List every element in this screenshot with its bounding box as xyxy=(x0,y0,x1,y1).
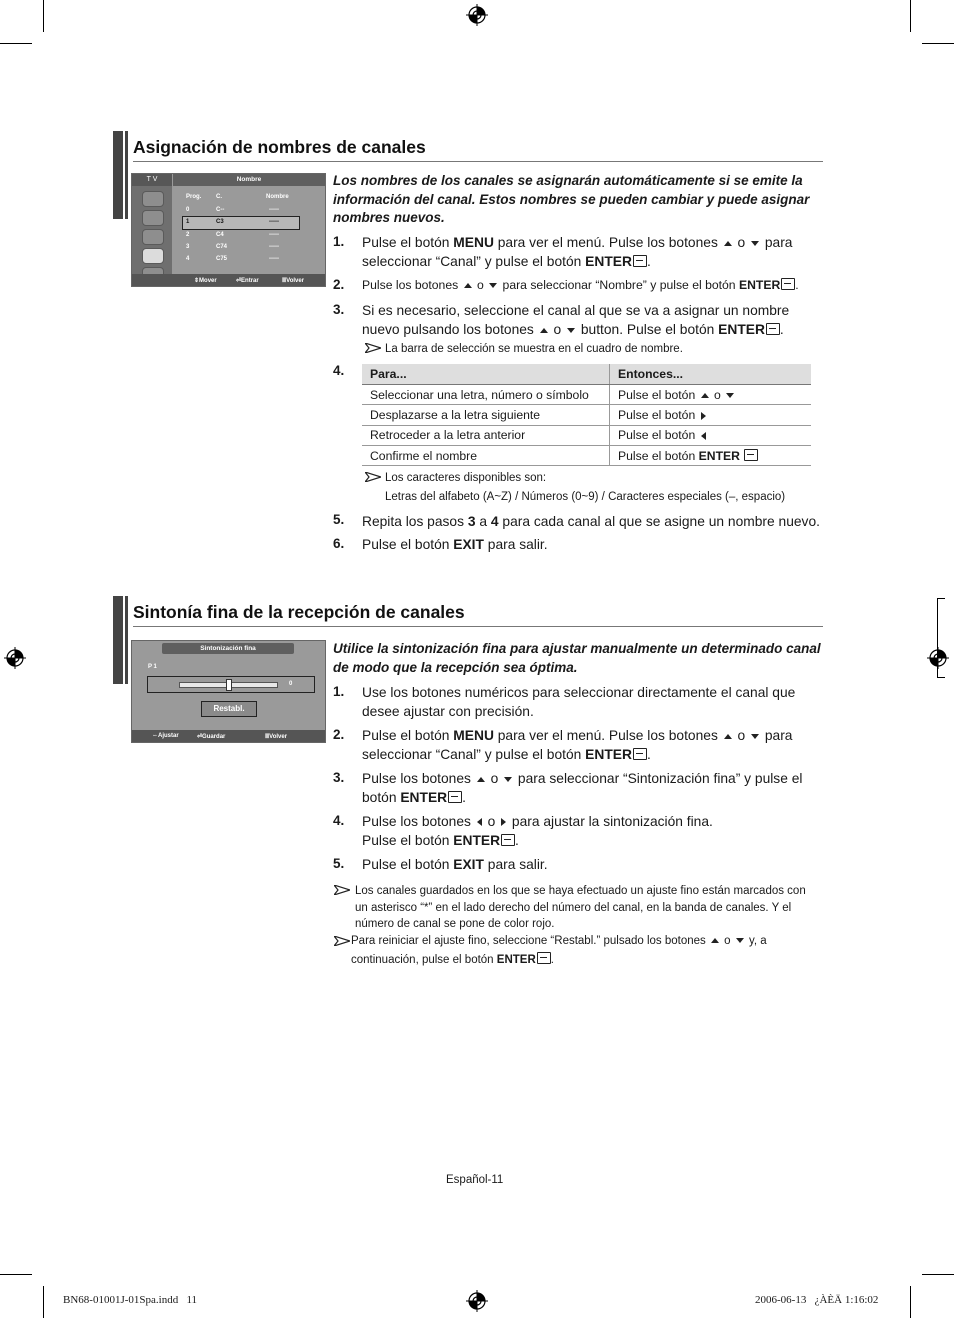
enter-icon xyxy=(537,952,551,964)
left-arrow-icon xyxy=(701,432,706,440)
enter-icon xyxy=(633,255,647,267)
row-prog: 1 xyxy=(186,219,190,225)
enter-icon xyxy=(448,791,462,803)
sound-icon xyxy=(142,210,164,226)
step-text: Pulse los botones o para seleccionar “Sintonización fina” y pulse el botón ENTER . xyxy=(362,771,803,805)
action-table xyxy=(362,364,811,466)
table-cell: Seleccionar una letra, número o símbolo xyxy=(362,385,610,405)
row-name: ----- xyxy=(269,244,279,250)
step-text: Si es necesario, seleccione el canal al que se va a asignar un nombre nuevo pulsando los botones o button. Pulse el botón ENTER . xyxy=(362,303,790,337)
step-text: Pulse el botón EXIT para salir. xyxy=(362,857,548,872)
registration-mark-icon xyxy=(927,647,949,669)
step-text: Pulse el botón EXIT para salir. xyxy=(362,537,548,552)
section-title: Sintonía fina de la recepción de canales xyxy=(133,602,465,622)
save-hint: ⏎Guardar xyxy=(197,734,226,740)
crop-mark xyxy=(922,1274,954,1275)
fine-tune-screen xyxy=(131,640,326,743)
enter-hint: ⏎Entrar xyxy=(236,278,259,284)
note-text: Para reiniciar el ajuste fino, seleccione “Restabl.” pulsado los botones o y, a continuación, pulse el botón ENTER . xyxy=(351,935,767,966)
row-ch: C75 xyxy=(216,256,228,262)
setup-icon xyxy=(142,248,164,264)
up-arrow-icon xyxy=(701,393,709,398)
step-text: Pulse el botón MENU para ver el menú. Pulse los botones o para seleccionar “Canal” y pulse el botón ENTER . xyxy=(362,728,793,762)
fine-tune-bar xyxy=(147,676,315,693)
crop-mark xyxy=(910,0,911,32)
down-arrow-icon xyxy=(736,938,744,943)
row-prog: 0 xyxy=(186,207,190,213)
menu-footer xyxy=(132,274,325,286)
step-number: 2. xyxy=(333,277,345,292)
step-number: 4. xyxy=(333,813,345,828)
row-prog: 2 xyxy=(186,232,190,238)
step-number: 1. xyxy=(333,234,345,249)
section-bar xyxy=(113,131,123,219)
row-prog: 3 xyxy=(186,244,190,250)
registration-mark-icon xyxy=(466,4,488,26)
row-ch: C74 xyxy=(216,244,228,250)
table-cell: Confirme el nombre xyxy=(362,445,610,465)
section-rule xyxy=(133,161,823,162)
note-arrow-icon xyxy=(365,343,381,353)
table-cell: Pulse el botón o xyxy=(610,385,812,405)
row-name: ----- xyxy=(269,232,279,238)
page-number: Español-11 xyxy=(446,1174,504,1186)
section-intro: Utilice la sintonización fina para ajustar manualmente un determinado canal de modo que la recepción sea óptima. xyxy=(333,641,821,675)
enter-icon xyxy=(501,834,515,846)
table-header: Para... xyxy=(362,364,610,385)
file-info: BN68-01001J-01Spa.indd 11 xyxy=(63,1294,198,1306)
step-text: Pulse el botón MENU para ver el menú. Pulse los botones o para seleccionar “Canal” y pulse el botón ENTER . xyxy=(362,235,793,269)
step-number: 3. xyxy=(333,302,345,317)
up-arrow-icon xyxy=(540,328,548,333)
tv-label: T V xyxy=(132,174,172,186)
down-arrow-icon xyxy=(751,734,759,739)
program-label: P 1 xyxy=(148,664,157,670)
up-arrow-icon xyxy=(477,777,485,782)
step-text: Use los botones numéricos para seleccionar directamente el canal que desee ajustar con precisión. xyxy=(362,685,796,719)
step-text: Repita los pasos 3 a 4 para cada canal al que se asigne un nombre nuevo. xyxy=(362,514,820,529)
table-cell: Pulse el botón ENTER xyxy=(610,445,812,465)
table-cell: Desplazarse a la letra siguiente xyxy=(362,405,610,425)
channel-icon xyxy=(142,229,164,245)
row-ch: C4 xyxy=(216,232,224,238)
right-arrow-icon xyxy=(501,818,506,826)
table-cell: Retroceder a la letra anterior xyxy=(362,425,610,445)
crop-mark xyxy=(937,677,945,678)
table-header-row xyxy=(362,364,811,385)
section-bar xyxy=(113,596,123,684)
crop-mark xyxy=(937,598,945,599)
crop-mark xyxy=(910,1286,911,1318)
column-ch: C. xyxy=(216,194,222,200)
section-bar xyxy=(125,596,128,684)
step-number: 1. xyxy=(333,684,345,699)
enter-icon xyxy=(633,748,647,760)
back-hint: ⅢVolver xyxy=(265,734,288,740)
row-ch: C3 xyxy=(216,219,224,225)
section-rule xyxy=(133,626,823,627)
crop-mark xyxy=(922,43,954,44)
selection-bar xyxy=(182,216,300,230)
menu-footer xyxy=(132,730,325,742)
table-row xyxy=(362,445,811,465)
row-name: ----- xyxy=(269,219,279,225)
down-arrow-icon xyxy=(751,241,759,246)
enter-icon xyxy=(744,449,758,461)
down-arrow-icon xyxy=(567,328,575,333)
slider-knob xyxy=(226,679,232,691)
picture-icon xyxy=(142,191,164,207)
crop-mark xyxy=(0,1274,32,1275)
enter-icon xyxy=(781,278,795,290)
note-arrow-icon xyxy=(334,885,350,895)
down-arrow-icon xyxy=(726,393,734,398)
menu-header: Nombre xyxy=(173,174,325,186)
column-prog: Prog. xyxy=(186,194,202,200)
print-date: 2006-06-13 ¿ÀÈÄ 1:16:02 xyxy=(755,1294,879,1306)
left-arrow-icon xyxy=(477,818,482,826)
right-arrow-icon xyxy=(701,412,706,420)
column-name: Nombre xyxy=(266,194,289,200)
step-number: 4. xyxy=(333,363,345,378)
row-name: ----- xyxy=(269,256,279,262)
down-arrow-icon xyxy=(504,777,512,782)
row-ch: C-- xyxy=(216,207,225,213)
table-cell: Pulse el botón xyxy=(610,425,812,445)
up-arrow-icon xyxy=(464,283,472,288)
note-text: Letras del alfabeto (A~Z) / Números (0~9) / Caracteres especiales (–, espacio) xyxy=(385,491,786,503)
note-arrow-icon xyxy=(334,936,350,946)
note-text: Los canales guardados en los que se haya efectuado un ajuste fino están marcados con un asterisco “*” en el lado derecho del número del canal, en la banda de canales. Y el número de canal se pone de color rojo. xyxy=(355,885,806,930)
note-text: Los caracteres disponibles son: xyxy=(385,472,547,484)
section-bar xyxy=(125,131,128,219)
down-arrow-icon xyxy=(489,283,497,288)
row-prog: 4 xyxy=(186,256,190,262)
registration-mark-icon xyxy=(4,647,26,669)
crop-mark xyxy=(43,0,44,32)
table-header: Entonces... xyxy=(610,364,812,385)
table-cell: Pulse el botón xyxy=(610,405,812,425)
crop-mark xyxy=(43,1286,44,1318)
step-number: 2. xyxy=(333,727,345,742)
move-hint: ⇕Mover xyxy=(194,278,217,284)
crop-mark xyxy=(0,43,32,44)
section-title: Asignación de nombres de canales xyxy=(133,137,426,157)
reset-button[interactable]: Restabl. xyxy=(201,701,257,717)
table-row xyxy=(362,425,811,445)
step-number: 5. xyxy=(333,856,345,871)
note-text: La barra de selección se muestra en el cuadro de nombre. xyxy=(385,343,683,355)
up-arrow-icon xyxy=(724,241,732,246)
menu-header: Sintonización fina xyxy=(162,643,294,654)
note-arrow-icon xyxy=(365,472,381,482)
registration-mark-icon xyxy=(466,1290,488,1312)
step-text: Pulse los botones o para seleccionar “Nombre” y pulse el botón ENTER . xyxy=(362,278,799,292)
section-intro: Los nombres de los canales se asignarán automáticamente si se emite la información del canal. Estos nombres se pueden cambiar y puede asignar nombres nuevos. xyxy=(333,173,810,225)
up-arrow-icon xyxy=(711,938,719,943)
up-arrow-icon xyxy=(724,734,732,739)
back-hint: ⅢVolver xyxy=(282,278,305,284)
tv-menu-screen xyxy=(131,173,326,287)
row-name: ----- xyxy=(269,207,279,213)
table-row xyxy=(362,385,811,405)
enter-icon xyxy=(766,323,780,335)
table-row xyxy=(362,405,811,425)
fine-tune-value: 0 xyxy=(289,681,293,687)
step-number: 5. xyxy=(333,512,345,527)
step-text: Pulse los botones o para ajustar la sintonización fina. Pulse el botón ENTER . xyxy=(362,814,713,848)
adjust-hint: ⇔Ajustar xyxy=(152,733,179,739)
step-number: 3. xyxy=(333,770,345,785)
step-number: 6. xyxy=(333,536,345,551)
